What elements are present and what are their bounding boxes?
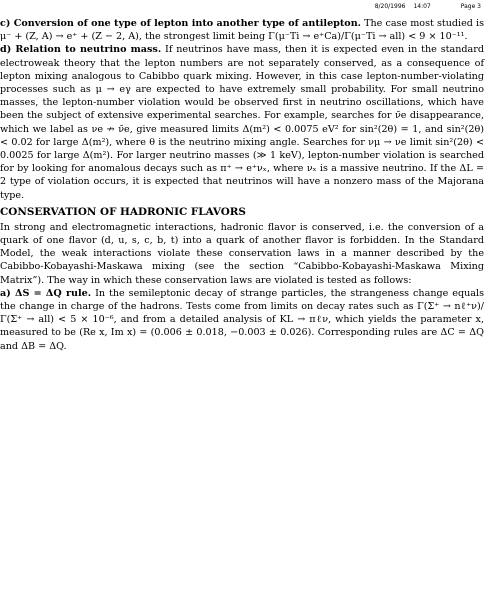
paragraph-neutrino-mass — [0, 43, 484, 201]
paragraph-text: In the semileptonic decay of strange particles, the strangeness change equals the change in charge of the hadrons. Tests come from limits on decay rates such as Γ(Σ⁺ → nℓ⁺ν)/Γ(Σ⁺ → all) < 5 × 10⁻⁶, and from a detailed analysis of KL → πℓν, which yields the parameter x, measured to be (Re x, Im x) = (0.006 ± 0.018, −0.003 ± 0.026). Corresponding rules are ΔC = ΔQ and ΔB = ΔQ. — [0, 287, 484, 352]
header-page-number: Page 3 — [460, 3, 481, 10]
paragraph-delta-s-rule — [0, 287, 484, 353]
paragraph-text: The case most studied is μ⁻ + (Z, A) → e⁺ + (Z − 2, A), the strongest limit being Γ(μ⁻Ti → e⁺Ca)/Γ(μ⁻Ti → all) < 9 × 10⁻¹¹. — [0, 18, 484, 43]
section-heading: CONSERVATION OF HADRONIC FLAVORS — [0, 205, 246, 218]
paragraph-text: In strong and electromagnetic interactions, hadronic flavor is conserved, i.e. the conversion of a quark of one flavor (d, u, s, c, b, t) into a quark of another flavor is forbidden. In the Standard Model, the weak interactions violate these conservation laws in a manner described by the Cabibbo-Kobayashi-Maskawa mixing (see the section “Cabibbo-Kobayashi-Maskawa Mixing Matrix”). The way in which these conservation laws are violated is tested as follows: — [0, 221, 484, 286]
paragraph-lead: c) Conversion of one type of lepton into another type of antilepton. — [0, 18, 362, 29]
paragraph-lead: d) Relation to neutrino mass. — [0, 44, 162, 56]
paragraph-lead: a) ΔS = ΔQ rule. — [0, 287, 92, 299]
header-date: 8/20/1996 — [374, 3, 406, 10]
page-header — [375, 3, 481, 10]
document-body — [0, 17, 484, 353]
paragraph-lepton-antilepton — [0, 17, 484, 43]
paragraph-text: If neutrinos have mass, then it is expected even in the standard electroweak theory that the lepton numbers are not separately conserved, as a consequence of lepton mixing analogous to Cabibbo quark mixing. However, in this case lepton-number-violating processes such as μ → eγ are expected to have extremely small probability. For small neutrino masses, the lepton-number violation would be observed first in neutrino oscillations, which have been the subject of extensive experimental searches. For example, searches for ν̄e disappearance, which we label as νe ↛ ν̄e, give measured limits Δ(m²) < 0.0075 eV² for sin²(2θ) = 1, and sin²(2θ) < 0.02 for large Δ(m²), where θ is the neutrino mixing angle. Searches for νμ → νe limit sin²(2θ) < 0.0025 for large Δ(m²). For larger neutrino masses (≫ 1 keV), lepton-number violation is searched for by looking for anomalous decays such as π⁺ → e⁺νₓ, where νₓ is a massive neutrino. If the ΔL = 2 type of violation occurs, it is expected that neutrinos will have a nonzero mass of the Majorana type. — [0, 44, 484, 201]
header-time: 14:07 — [413, 3, 431, 10]
paragraph-hadronic-intro — [0, 221, 484, 287]
